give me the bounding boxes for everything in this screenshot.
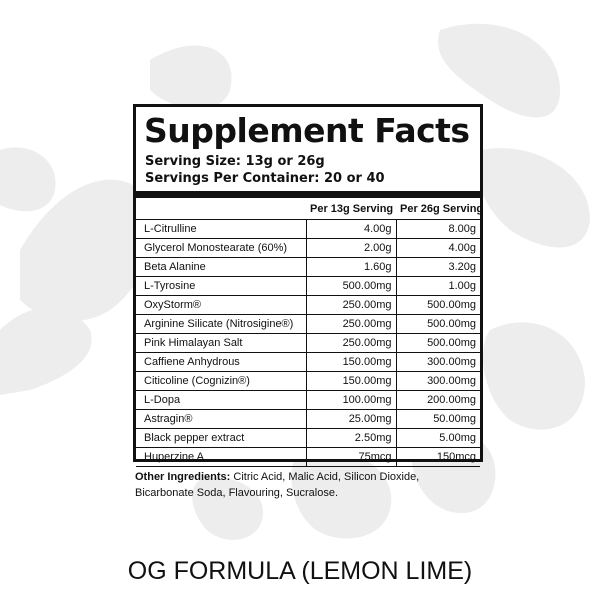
table-row	[136, 258, 480, 277]
table-row	[136, 334, 480, 353]
ingredient-name: L-Citrulline	[136, 220, 306, 239]
thick-divider	[136, 191, 480, 198]
table-row	[136, 239, 480, 258]
flavour-caption: OG FORMULA (LEMON LIME)	[127, 557, 473, 585]
amount-per-26g: 4.00g	[396, 239, 480, 258]
amount-per-26g: 500.00mg	[396, 296, 480, 315]
ingredient-name: Glycerol Monostearate (60%)	[136, 239, 306, 258]
ingredient-name: Beta Alanine	[136, 258, 306, 277]
ingredient-name: Huperzine A	[136, 448, 306, 467]
header-blank	[136, 198, 306, 220]
table-header-row	[136, 198, 480, 220]
amount-per-13g: 100.00mg	[306, 391, 396, 410]
ingredient-name: Arginine Silicate (Nitrosigine®)	[136, 315, 306, 334]
facts-table	[136, 198, 484, 467]
amount-per-13g: 150.00mg	[306, 372, 396, 391]
table-row	[136, 448, 480, 467]
ingredient-name: Black pepper extract	[136, 429, 306, 448]
amount-per-26g: 500.00mg	[396, 334, 480, 353]
ingredient-name: OxyStorm®	[136, 296, 306, 315]
facts-title: Supplement Facts	[144, 111, 470, 150]
amount-per-13g: 1.60g	[306, 258, 396, 277]
table-row	[136, 391, 480, 410]
amount-per-13g: 25.00mg	[306, 410, 396, 429]
amount-per-26g: 1.00g	[396, 277, 480, 296]
ingredient-name: Pink Himalayan Salt	[136, 334, 306, 353]
ingredient-name: L-Dopa	[136, 391, 306, 410]
amount-per-26g: 300.00mg	[396, 353, 480, 372]
table-row	[136, 220, 480, 239]
other-ingredients	[135, 469, 480, 501]
amount-per-13g: 75mcg	[306, 448, 396, 467]
amount-per-26g: 500.00mg	[396, 315, 480, 334]
table-row	[136, 372, 480, 391]
serving-size: Serving Size: 13g or 26g	[145, 154, 325, 169]
table-row	[136, 353, 480, 372]
other-ingredients-label: Other Ingredients:	[135, 471, 231, 483]
amount-per-13g: 500.00mg	[306, 277, 396, 296]
amount-per-26g: 8.00g	[396, 220, 480, 239]
amount-per-26g: 3.20g	[396, 258, 480, 277]
table-row	[136, 315, 480, 334]
amount-per-13g: 150.00mg	[306, 353, 396, 372]
other-ingredients-text: Citric Acid, Malic Acid, Silicon Dioxide, Bicarbonate Soda, Flavouring, Sucralose.	[135, 471, 420, 499]
ingredient-name: Astragin®	[136, 410, 306, 429]
amount-per-13g: 250.00mg	[306, 334, 396, 353]
header-per-26g: Per 26g Serving	[396, 198, 480, 220]
amount-per-13g: 250.00mg	[306, 315, 396, 334]
amount-per-26g: 150mcg	[396, 448, 480, 467]
amount-per-13g: 4.00g	[306, 220, 396, 239]
amount-per-26g: 300.00mg	[396, 372, 480, 391]
servings-per-container: Servings Per Container: 20 or 40	[145, 171, 385, 186]
supplement-facts-panel	[133, 104, 483, 462]
table-row	[136, 410, 480, 429]
amount-per-13g: 250.00mg	[306, 296, 396, 315]
ingredient-name: Caffiene Anhydrous	[136, 353, 306, 372]
table-row	[136, 429, 480, 448]
amount-per-26g: 200.00mg	[396, 391, 480, 410]
amount-per-26g: 5.00mg	[396, 429, 480, 448]
ingredient-name: L-Tyrosine	[136, 277, 306, 296]
amount-per-13g: 2.00g	[306, 239, 396, 258]
table-row	[136, 277, 480, 296]
table-row	[136, 296, 480, 315]
ingredient-name: Citicoline (Cognizin®)	[136, 372, 306, 391]
amount-per-26g: 50.00mg	[396, 410, 480, 429]
amount-per-13g: 2.50mg	[306, 429, 396, 448]
header-per-13g: Per 13g Serving	[306, 198, 396, 220]
